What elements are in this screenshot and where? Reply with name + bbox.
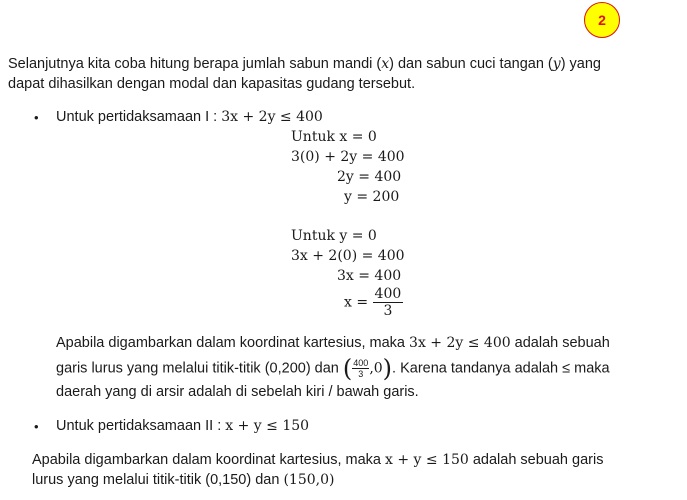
para-1-text-b: adalah sebuah [510, 335, 610, 351]
intro-text-c: ) yang [560, 56, 601, 72]
para-1-line-2 [56, 354, 610, 383]
point-tail: ,0 [369, 360, 383, 377]
bullet-2-heading [56, 416, 309, 436]
para-1-text-c: garis lurus yang melalui titik-titik (0,200) dan [56, 360, 343, 377]
bullet-marker-2: • [34, 419, 39, 434]
inequality-1: 3x + 2y ≤ 400 [221, 109, 323, 125]
var-x: x [381, 56, 390, 72]
para-1-line-1 [56, 333, 610, 353]
fraction-denominator: 3 [383, 303, 393, 319]
point-fraction [352, 358, 369, 379]
para-2-text-a: Apabila digambarkan dalam koordinat kartesius, maka [32, 452, 386, 468]
para-2-line-2 [32, 470, 334, 490]
calc-line: Untuk y = 0 [291, 228, 377, 244]
fraction-numerator: 400 [374, 286, 402, 302]
bullet-2-label: Untuk pertidaksamaan II : [56, 418, 226, 434]
para-1-line-3: daerah yang di arsir adalah di sebelah kiri / bawah garis. [56, 384, 419, 400]
bullet-marker-1: • [34, 110, 39, 125]
calc-line: 3(0) + 2y = 400 [291, 149, 405, 165]
calc-line: 3x + 2(0) = 400 [291, 248, 405, 264]
paren-close: ) [382, 354, 393, 383]
inequality-1-inline: 3x + 2y ≤ 400 [409, 335, 511, 351]
calc-line: y = 200 [344, 189, 400, 205]
calc-line: Untuk x = 0 [291, 129, 377, 145]
inequality-2: x + y ≤ 150 [225, 418, 310, 434]
para-2-text-b: adalah sebuah garis [468, 452, 604, 468]
page-number-badge: 2 [584, 2, 620, 38]
point-fraction-denominator: 3 [358, 369, 364, 379]
intro-text-b: ) dan sabun cuci tangan ( [389, 56, 553, 72]
fraction [373, 286, 404, 319]
intro-line-1 [8, 54, 601, 74]
inequality-2-inline: x + y ≤ 150 [385, 452, 469, 468]
para-2-line-1 [32, 450, 603, 470]
calc-lhs: x = [344, 294, 373, 311]
point-fraction-numerator: 400 [353, 358, 369, 368]
intro-line-2: dapat dihasilkan dengan modal dan kapasitas gudang tersebut. [8, 76, 416, 92]
para-1-text-a: Apabila digambarkan dalam koordinat kartesius, maka [56, 335, 410, 351]
paren-open: ( [342, 354, 353, 383]
calc-line: 3x = 400 [337, 268, 402, 284]
para-2-text-c: lurus yang melalui titik-titik (0,150) dan [32, 472, 284, 488]
intro-text-a: Selanjutnya kita coba hitung berapa jumlah sabun mandi ( [8, 56, 382, 72]
bullet-1-label: Untuk pertidaksamaan I : [56, 109, 222, 125]
var-y: y [552, 56, 561, 72]
point-150-0: (150,0) [283, 472, 335, 488]
bullet-1-heading [56, 107, 323, 127]
para-1-text-d: . Karena tandanya adalah ≤ maka [392, 360, 610, 377]
calc-line-fraction [344, 286, 403, 319]
calc-line: 2y = 400 [337, 169, 402, 185]
